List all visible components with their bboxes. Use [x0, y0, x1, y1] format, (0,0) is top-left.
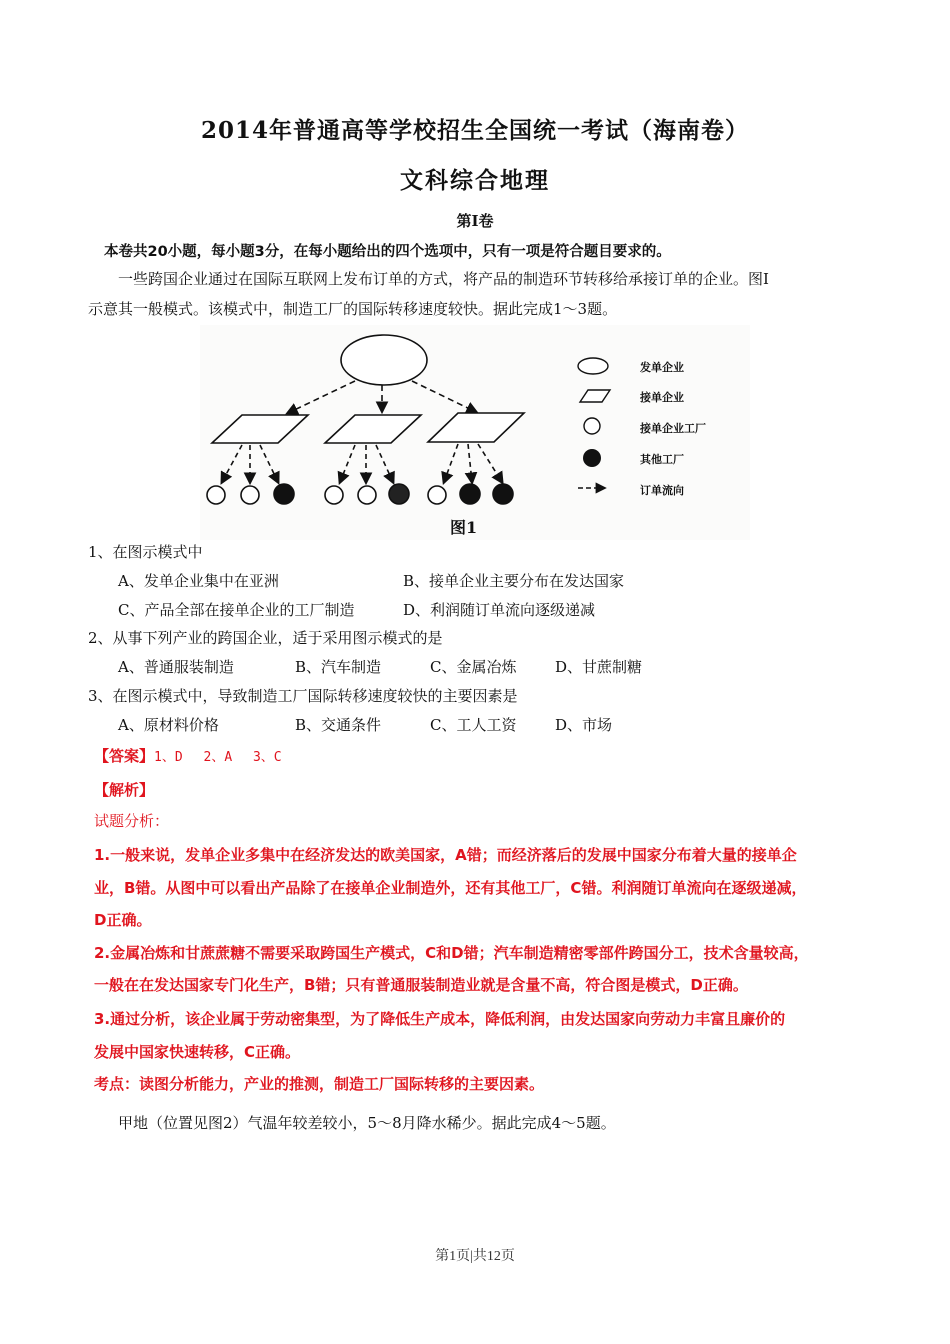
parallelogram-icon — [580, 390, 610, 402]
ellipse-icon — [578, 358, 608, 374]
instructions: 本卷共20小题，每小题3分，在每小题给出的四个选项中，只有一项是符合题目要求的。 — [104, 244, 671, 260]
figure-caption: 图1 — [450, 518, 478, 537]
analysis-3-line-1: 3.通过分析，该企业属于劳动密集型，为了降低生产成本，降低利润，由发达国家向劳动力丰富且廉价的 — [94, 1010, 786, 1028]
question-3-option-a: A、原材料价格 — [118, 716, 219, 734]
question-1-option-a: A、发单企业集中在亚洲 — [118, 572, 279, 590]
answer-label: 【答案】 — [94, 747, 155, 765]
issuer-ellipse — [341, 335, 427, 385]
answer-value: 1、D 2、A 3、C — [154, 750, 282, 765]
analysis-2-line-1: 2.金属冶炼和甘蔗蔗糖不需要采取跨国生产模式，C和D错；汽车制造精密零部件跨国分工，技术含量较高， — [94, 944, 809, 962]
analysis-2-line-2: 一般在在发达国家专门化生产，B错；只有普通服装制造业就是含量不高，符合图是模式，D正确。 — [94, 976, 748, 994]
legend-other-factory: 其他工厂 — [640, 453, 684, 466]
question-3-stem: 3、在图示模式中，导致制造工厂国际转移速度较快的主要因素是 — [88, 687, 518, 705]
answer-line — [94, 745, 282, 766]
question-1-stem: 1、在图示模式中 — [88, 543, 203, 561]
analysis-1-line-2: 业，B错。从图中可以看出产品除了在接单企业制造外，还有其他工厂，C错。利润随订单流向在逐级递减， — [94, 879, 807, 897]
question-2-option-c: C、金属冶炼 — [430, 658, 517, 676]
kaodian-line: 考点：读图分析能力，产业的推测，制造工厂国际转移的主要因素。 — [94, 1075, 545, 1093]
question-1-option-b: B、接单企业主要分布在发达国家 — [403, 572, 625, 590]
page-footer: 第1页|共12页 — [435, 1249, 515, 1264]
section-heading: 第Ⅰ卷 — [456, 212, 494, 230]
intro-line-1: 一些跨国企业通过在国际互联网上发布订单的方式，将产品的制造环节转移给承接订单的企业。图Ⅰ — [118, 270, 769, 288]
question-2-option-b: B、汽车制造 — [295, 658, 382, 676]
legend-order-flow: 订单流向 — [640, 484, 684, 497]
open-circle-icon — [584, 418, 600, 434]
question-1-option-c: C、产品全部在接单企业的工厂制造 — [118, 601, 355, 619]
document-title: 2014年普通高等学校招生全国统一考试（海南卷） — [200, 117, 749, 144]
analysis-heading: 试题分析： — [94, 812, 170, 830]
contractor-parallelograms — [212, 413, 524, 443]
analysis-3-line-2: 发展中国家快速转移，C正确。 — [94, 1043, 301, 1061]
question-2-stem: 2、从事下列产业的跨国企业，适于采用图示模式的是 — [88, 629, 443, 647]
analysis-label: 【解析】 — [94, 781, 155, 799]
analysis-1-line-1: 1.一般来说，发单企业多集中在经济发达的欧美国家，A错；而经济落后的发展中国家分布着大量的接单企 — [94, 846, 797, 864]
intro-line-2: 示意其一般模式。该模式中，制造工厂的国际转移速度较快。据此完成1～3题。 — [88, 300, 618, 318]
question-3-option-b: B、交通条件 — [295, 716, 382, 734]
question-2-option-a: A、普通服装制造 — [118, 658, 234, 676]
next-intro: 甲地（位置见图2）气温年较差较小，5～8月降水稀少。据此完成4～5题。 — [118, 1114, 616, 1132]
question-3-option-d: D、市场 — [555, 716, 613, 734]
legend-contractor-factory: 接单企业工厂 — [640, 422, 706, 435]
legend-issuer: 发单企业 — [640, 361, 684, 374]
legend-contractor: 接单企业 — [640, 391, 684, 404]
question-1-option-d: D、利润随订单流向逐级递减 — [403, 601, 596, 619]
question-3-option-c: C、工人工资 — [430, 716, 517, 734]
filled-circle-icon — [583, 449, 601, 467]
analysis-1-line-3: D正确。 — [94, 911, 152, 929]
document-subtitle: 文科综合地理 — [400, 167, 550, 194]
question-2-option-d: D、甘蔗制糖 — [555, 658, 643, 676]
figure-1 — [200, 325, 750, 540]
